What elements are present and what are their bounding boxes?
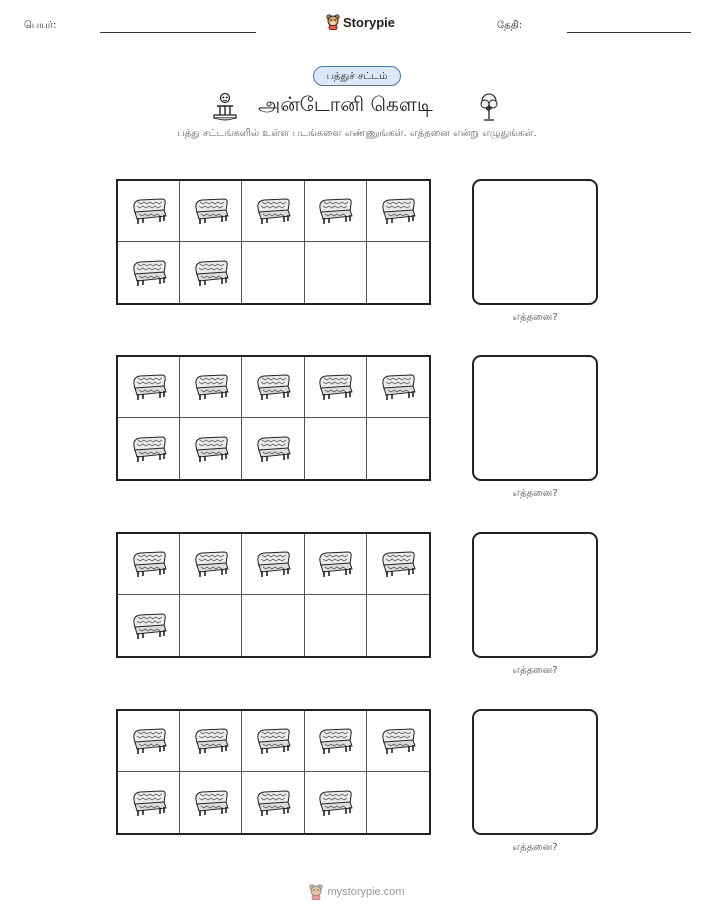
- how-many-label: எத்தனை?: [512, 488, 558, 499]
- footer: [0, 884, 714, 900]
- worksheet-header: [0, 12, 714, 42]
- ten-frame-cell: [305, 772, 367, 833]
- ten-frame-cell: [118, 772, 180, 833]
- date-write-line[interactable]: [567, 32, 691, 33]
- bench-icon: [378, 726, 418, 756]
- bench-icon: [129, 788, 169, 818]
- ten-frame-cell: [180, 534, 242, 595]
- ten-frame-cell: [242, 242, 304, 303]
- ten-frame-cell: [180, 418, 242, 479]
- ten-frame-cell: [118, 595, 180, 656]
- answer-box[interactable]: [472, 709, 598, 835]
- bench-icon: [191, 434, 231, 464]
- bench-icon: [129, 258, 169, 288]
- instructions-text: பத்து சட்டங்களில் உள்ள படங்களை எண்ணுங்கள். எத்தனை என்று எழுதுங்கள்.: [177, 128, 537, 139]
- page-title: அன்டோனி கௌடி: [258, 92, 433, 116]
- bench-icon: [253, 788, 293, 818]
- bench-icon: [129, 196, 169, 226]
- name-write-line[interactable]: [100, 32, 256, 33]
- ten-frame-cell: [118, 534, 180, 595]
- ten-frame: [116, 709, 431, 835]
- ten-frame-cell: [367, 357, 429, 418]
- bench-icon: [378, 549, 418, 579]
- ten-frame-cell: [367, 772, 429, 833]
- ten-frame-cell: [367, 711, 429, 772]
- storypie-mascot-icon: [326, 14, 340, 30]
- bench-icon: [191, 726, 231, 756]
- bench-icon: [129, 726, 169, 756]
- ten-frame-cell: [242, 711, 304, 772]
- bench-icon: [129, 434, 169, 464]
- ten-frame-cell: [242, 357, 304, 418]
- bench-icon: [253, 434, 293, 464]
- ten-frame-cell: [118, 357, 180, 418]
- title-row: [0, 90, 714, 122]
- answer-box[interactable]: [472, 179, 598, 305]
- bench-icon: [315, 196, 355, 226]
- footer-site-link[interactable]: mystorypie.com: [327, 886, 405, 898]
- ten-frame-cell: [367, 181, 429, 242]
- ten-frame-cell: [305, 181, 367, 242]
- bench-icon: [191, 258, 231, 288]
- ten-frame-cell: [180, 357, 242, 418]
- ten-frame-cell: [242, 772, 304, 833]
- bench-icon: [253, 196, 293, 226]
- ten-frame-cell: [242, 418, 304, 479]
- ten-frame-cell: [367, 595, 429, 656]
- ten-frame-cell: [367, 534, 429, 595]
- ten-frame-cell: [180, 595, 242, 656]
- ten-frame-cell: [242, 534, 304, 595]
- bench-icon: [315, 726, 355, 756]
- brand-logo: [326, 14, 395, 30]
- bench-icon: [253, 549, 293, 579]
- ten-frame-cell: [180, 772, 242, 833]
- date-label: தேதி:: [497, 20, 523, 31]
- bench-icon: [315, 372, 355, 402]
- ten-frame-cell: [305, 242, 367, 303]
- ten-frame-cell: [118, 418, 180, 479]
- ten-frame-cell: [180, 181, 242, 242]
- ten-frame-cell: [118, 242, 180, 303]
- ten-frame: [116, 355, 431, 481]
- ten-frame-cell: [367, 418, 429, 479]
- bench-icon: [191, 372, 231, 402]
- ten-frame-cell: [305, 418, 367, 479]
- bench-icon: [191, 788, 231, 818]
- ten-frame-cell: [367, 242, 429, 303]
- bench-icon: [378, 196, 418, 226]
- answer-box[interactable]: [472, 355, 598, 481]
- bench-icon: [191, 549, 231, 579]
- ten-frame-cell: [305, 534, 367, 595]
- ten-frame-cell: [118, 181, 180, 242]
- ten-frame-cell: [180, 711, 242, 772]
- worksheet-type-badge: பத்துச் சட்டம்: [313, 66, 401, 86]
- bench-icon: [315, 549, 355, 579]
- bench-icon: [129, 549, 169, 579]
- fountain-icon: [212, 92, 238, 122]
- ten-frame-cell: [180, 242, 242, 303]
- how-many-label: எத்தனை?: [512, 842, 558, 853]
- ten-frame-cell: [242, 595, 304, 656]
- bench-icon: [253, 726, 293, 756]
- ten-frame-cell: [242, 181, 304, 242]
- bench-icon: [253, 372, 293, 402]
- ten-frame: [116, 179, 431, 305]
- ten-frame-cell: [118, 711, 180, 772]
- ten-frame-cell: [305, 357, 367, 418]
- bench-icon: [191, 196, 231, 226]
- ten-frame-cell: [305, 711, 367, 772]
- tree-icon: [478, 92, 500, 122]
- name-label: பெயர்:: [24, 20, 57, 31]
- how-many-label: எத்தனை?: [512, 312, 558, 323]
- ten-frame: [116, 532, 431, 658]
- bench-icon: [129, 372, 169, 402]
- bench-icon: [129, 611, 169, 641]
- ten-frame-cell: [305, 595, 367, 656]
- answer-box[interactable]: [472, 532, 598, 658]
- brand-name: Storypie: [343, 14, 396, 30]
- bench-icon: [378, 372, 418, 402]
- how-many-label: எத்தனை?: [512, 665, 558, 676]
- storypie-mascot-icon: [309, 884, 323, 900]
- bench-icon: [315, 788, 355, 818]
